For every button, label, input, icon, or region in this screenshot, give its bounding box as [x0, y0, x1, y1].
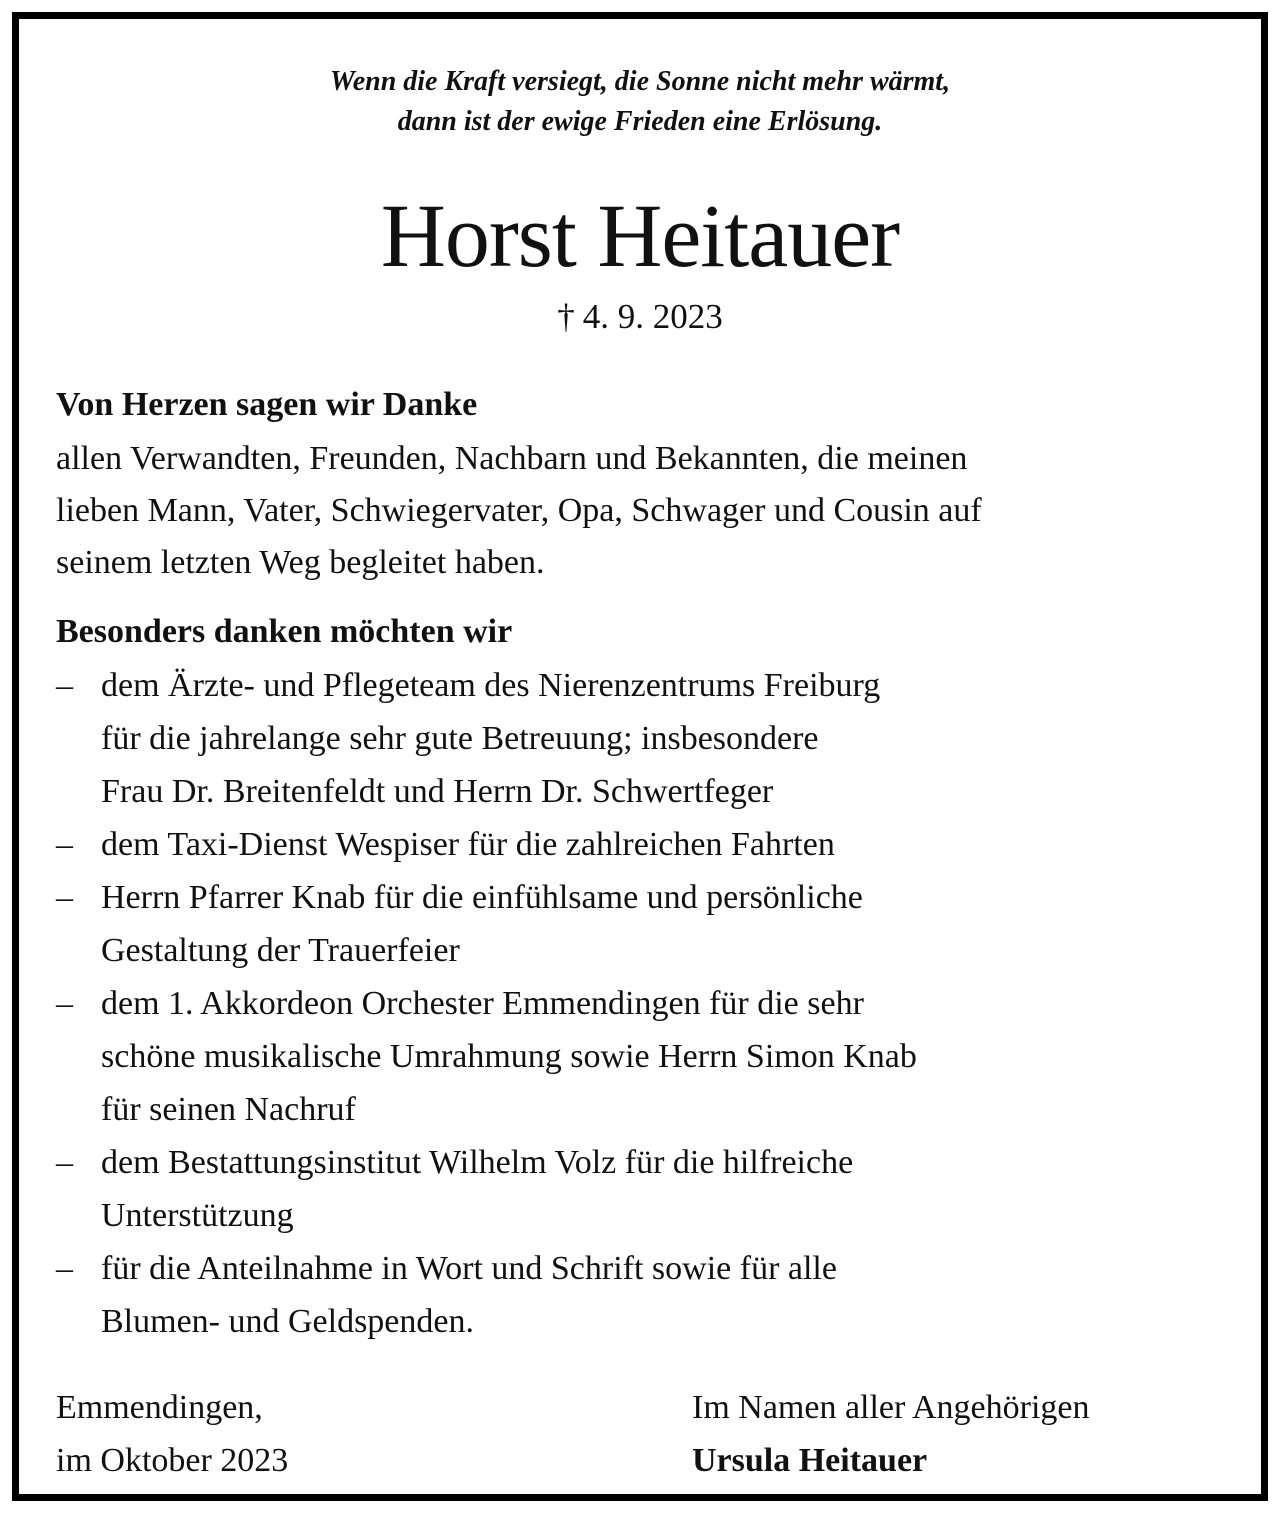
- dash-bullet: –: [56, 667, 73, 704]
- list-item: [56, 1136, 1236, 1242]
- deceased-name: Horst Heitauer: [380, 187, 900, 286]
- thanks-line: lieben Mann, Vater, Schwiegervater, Opa, Schwager und Cousin auf: [56, 492, 982, 529]
- motto: [19, 62, 1261, 142]
- list-item-line: dem Taxi-Dienst Wespiser für die zahlreichen Fahrten: [101, 826, 835, 863]
- list-item-line: Gestaltung der Trauerfeier: [101, 932, 460, 969]
- list-item-line: Blumen- und Geldspenden.: [101, 1303, 474, 1340]
- date: im Oktober 2023: [56, 1442, 289, 1479]
- motto-line: Wenn die Kraft versiegt, die Sonne nicht mehr wärmt,: [329, 66, 951, 97]
- thanks-line: seinem letzten Weg begleitet haben.: [56, 544, 545, 581]
- dash-bullet: –: [56, 985, 73, 1022]
- death-date-line: [19, 296, 1261, 338]
- thanks-text: [56, 433, 982, 589]
- on-behalf: Im Namen aller Angehörigen: [692, 1389, 1090, 1426]
- list-item: [56, 977, 1236, 1136]
- list-item-line: Frau Dr. Breitenfeldt und Herrn Dr. Schwertfeger: [101, 773, 774, 810]
- death-date: 4. 9. 2023: [582, 297, 723, 336]
- thanks-line: allen Verwandten, Freunden, Nachbarn und Bekannten, die meinen: [56, 440, 968, 477]
- list-item: [56, 818, 1236, 871]
- list-item-line: für die Anteilnahme in Wort und Schrift sowie für alle: [101, 1250, 837, 1287]
- dash-bullet: –: [56, 826, 73, 863]
- list-item-line: Unterstützung: [101, 1197, 294, 1234]
- list-item-line: für seinen Nachruf: [101, 1091, 356, 1128]
- dash-bullet: –: [56, 879, 73, 916]
- list-item: [56, 659, 1236, 818]
- motto-line: dann ist der ewige Frieden eine Erlösung.: [397, 106, 883, 137]
- list-item-line: Herrn Pfarrer Knab für die einfühlsame und persönliche: [101, 879, 863, 916]
- special-heading: Besonders danken möchten wir: [56, 613, 513, 650]
- cross-icon: †: [557, 297, 575, 336]
- list-item-line: dem Bestattungsinstitut Wilhelm Volz für die hilfreiche: [101, 1144, 854, 1181]
- dash-bullet: –: [56, 1144, 73, 1181]
- signature-block: [692, 1381, 1089, 1487]
- place-date: [56, 1381, 288, 1487]
- signatory-name: Ursula Heitauer: [692, 1442, 928, 1479]
- place: Emmendingen,: [56, 1389, 263, 1426]
- thanks-list: [56, 659, 1236, 1348]
- notice-frame: [12, 12, 1268, 1501]
- list-item-line: schöne musikalische Umrahmung sowie Herrn Simon Knab: [101, 1038, 917, 1075]
- list-item-line: für die jahrelange sehr gute Betreuung; insbesondere: [101, 720, 819, 757]
- list-item: [56, 1242, 1236, 1348]
- list-item-line: dem Ärzte- und Pflegeteam des Nierenzentrums Freiburg: [101, 667, 881, 704]
- list-item: [56, 871, 1236, 977]
- dash-bullet: –: [56, 1250, 73, 1287]
- list-item-line: dem 1. Akkordeon Orchester Emmendingen für die sehr: [101, 985, 864, 1022]
- thanks-heading: Von Herzen sagen wir Danke: [56, 386, 478, 423]
